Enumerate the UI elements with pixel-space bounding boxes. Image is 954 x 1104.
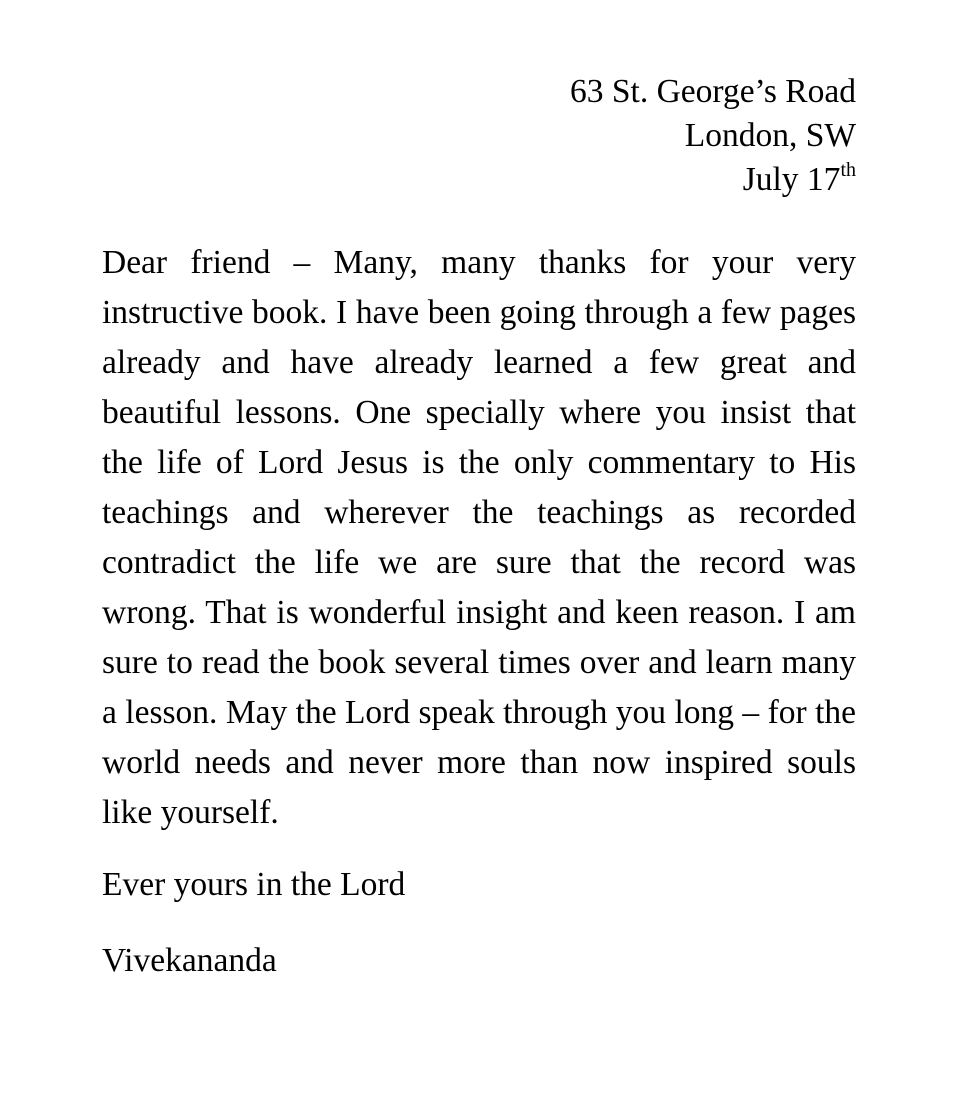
address-street: 63 St. George’s Road	[570, 73, 856, 110]
letter-body: Dear friend – Many, many thanks for your very instructive book. I have been going through a few pages already and have already learned a few great and beautiful lessons. One specially where you insist that the life of Lord Jesus is the only commentary to His teachings and wherever the teachings as recorded contradict the life we are sure that the record was wrong. That is wonderful insight and keen reason. I am sure to read the book several times over and learn many a lesson. May the Lord speak through you long – for the world needs and never more than now inspired souls like yourself.	[102, 244, 856, 831]
sender-address	[102, 70, 856, 202]
letter-closing: Ever yours in the Lord	[102, 866, 406, 903]
letter	[102, 70, 856, 986]
address-city: London, SW	[684, 117, 856, 154]
letter-signature: Vivekananda	[102, 942, 277, 979]
letter-date-text: July 17	[742, 161, 841, 198]
letter-date-suffix: th	[840, 158, 856, 181]
letter-date	[102, 158, 856, 202]
